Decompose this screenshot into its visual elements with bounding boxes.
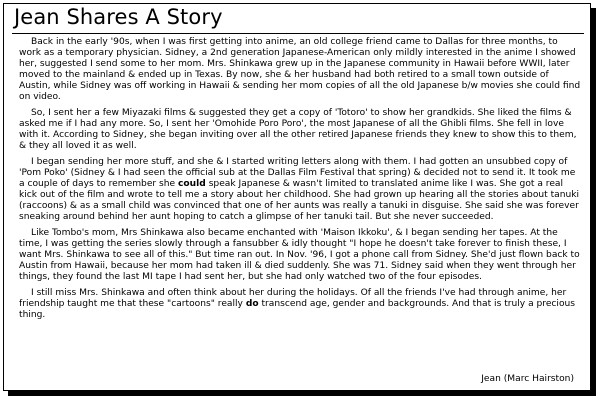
emphasis-could: could: [178, 179, 206, 189]
story-paragraph-1: Back in the early '90s, when I was first getting into anime, an old college friend came to Dallas for three months, to work as a temporary physician. Sidney, a 2nd generation Japanese-American only mildly interested in the anime I showed her, suggested I send some to her mom. Mrs. Shinkawa grew up in the Japanese community in Hawaii before WWII, later moved to the mainland & ended up in Texas. By now, she & her husband had both retired to a small town outside of Austin, while Sidney was off working in Hawaii & sending her mom copies of all the old Japanese b/w movies she could find on video.: [19, 37, 581, 102]
story-paragraph-5: I still miss Mrs. Shinkawa and often think about her during the holidays. Of all the friends I've had through anime, her friendship taught me that these "cartoons" really do transcend age, gender and backgrounds. And that is truly a precious thing.: [19, 288, 576, 320]
story-paragraph-2: So, I sent her a few Miyazaki films & suggested they get a copy of 'Totoro' to show her grandkids. She liked the films & asked me if I had any more. So, I sent her 'Omohide Poro Poro', the most Japanese of all the Ghibli films. She fell in love with it. According to Sidney, she began inviting over all the other retired Japanese friends they knew to show this to them, & they all loved it as well.: [19, 108, 577, 151]
story-paragraph-3: I began sending her more stuff, and she & I started writing letters along with them. I had gotten an unsubbed copy of 'Pom Poko' (Sidney & I had seen the official sub at the Dallas Film Festival that spring) & decided not to send it. It took me a couple of days to remember she could speak Japanese & wasn't limited to translated anime like I was. She got a real kick out of the film and wrote to tell me a story about her childhood. She had grown up hearing all the stories about tanuki (raccoons) & as a small child was convinced that one of her aunts was really a tanuki in disguise. She said she was forever sneaking around behind her aunt hoping to catch a glimpse of her tanuki tail. But she never succeeded.: [19, 157, 580, 222]
story-paragraph-4: Like Tombo's mom, Mrs Shinkawa also became enchanted with 'Maison Ikkoku', & I began sending her tapes. At the time, I was getting the series slowly through a fansubber & idly thought "I hope he doesn't take forever to finish these, I want Mrs. Shinkawa to see all of this." But time ran out. In Nov. '96, I got a phone call from Sidney. She'd just flown back to Austin from Hawaii, because her mom had taken ill & died suddenly. She was 71. Sidney said when they went through her things, they found the last MI tape I had sent her, but she had only watched two of the four episodes.: [19, 228, 580, 282]
author-signature: Jean (Marc Hairston): [481, 374, 574, 384]
story-title: Jean Shares A Story: [14, 5, 223, 29]
story-panel: [3, 3, 591, 391]
story-body: [19, 37, 581, 326]
emphasis-do: do: [245, 299, 259, 309]
title-divider: [12, 33, 584, 34]
